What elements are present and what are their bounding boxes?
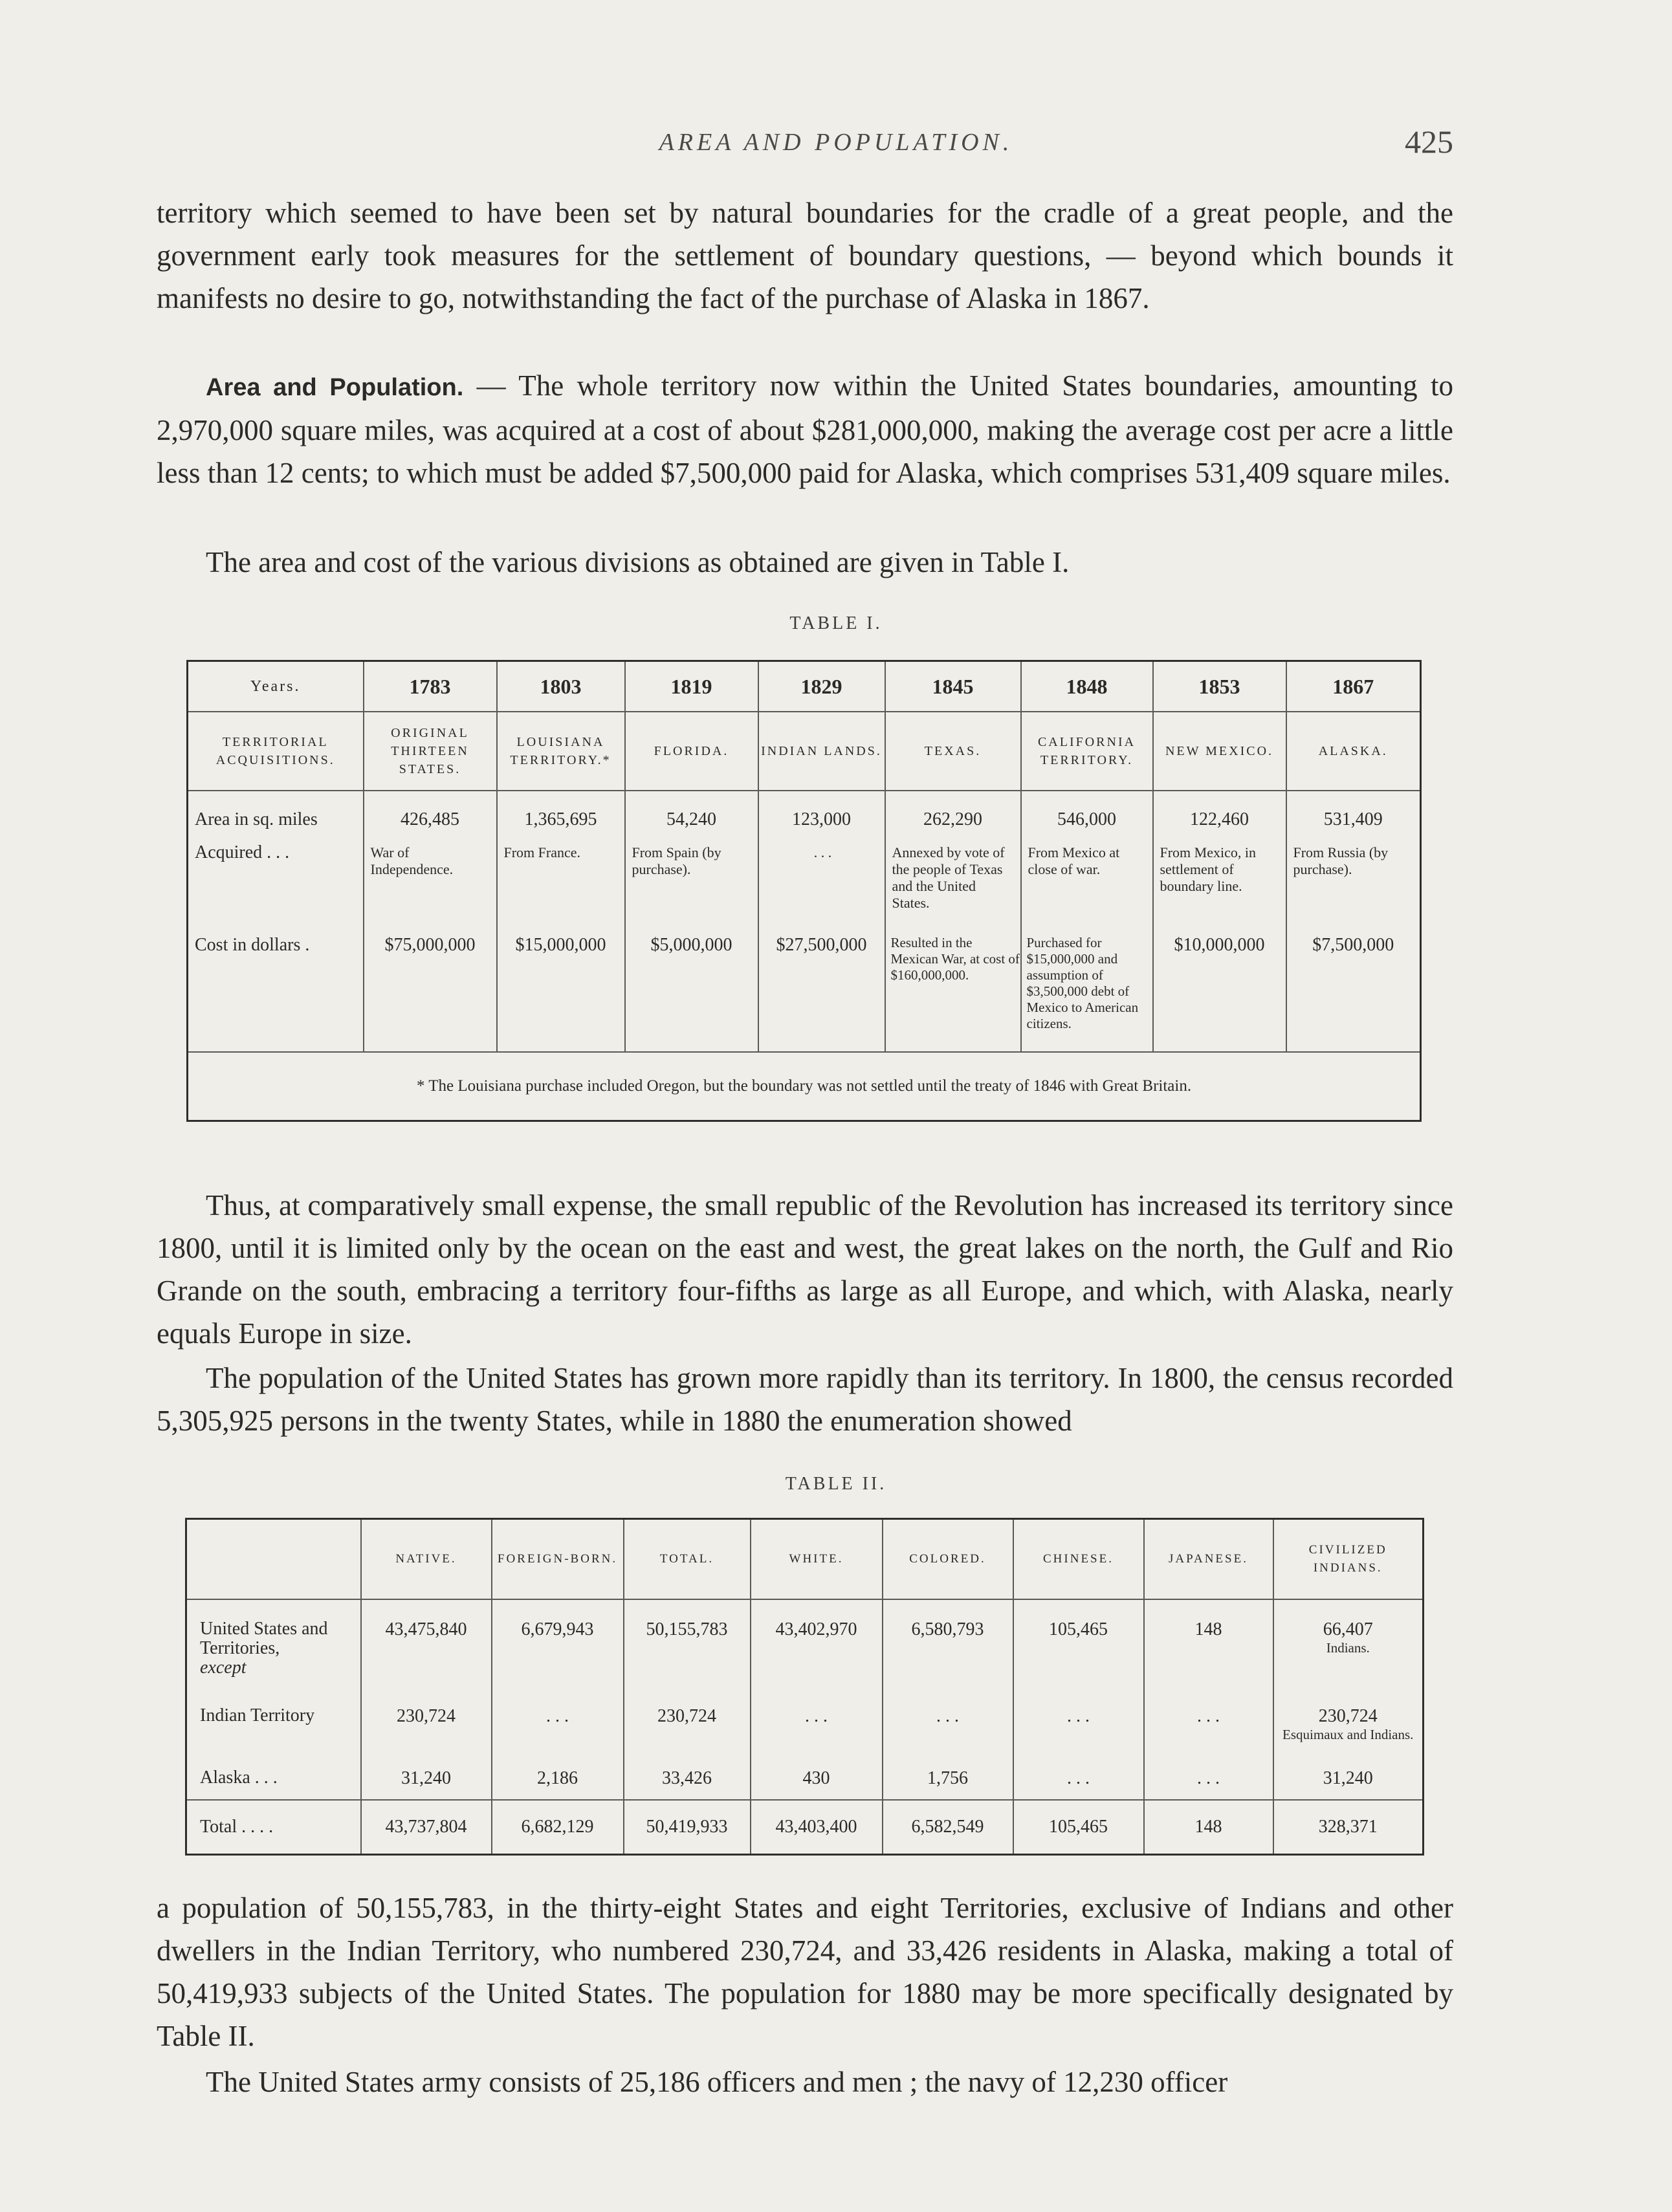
acquired-cell: From France.	[497, 844, 625, 935]
table-cell: . . .	[1013, 1702, 1144, 1764]
table-1-years-row	[188, 661, 1421, 712]
table-1-caption: TABLE I.	[789, 613, 883, 633]
column-header: TOTAL.	[624, 1519, 751, 1600]
year-cell: 1783	[364, 661, 497, 712]
cell-value: 66,407	[1323, 1619, 1373, 1639]
acquisitions-label: TERRITORIAL ACQUISITIONS.	[188, 712, 364, 791]
row-label-sub: except	[200, 1658, 247, 1678]
table-1-cost-row	[188, 935, 1421, 1052]
table-2	[185, 1518, 1424, 1856]
table-cell: 1,756	[883, 1764, 1013, 1800]
acquired-cell: From Mexico at close of war.	[1021, 844, 1153, 935]
acquisition-cell: ALASKA.	[1286, 712, 1421, 791]
paragraph-7: The United States army consists of 25,186 officers and men ; the navy of 12,230 officer	[206, 2066, 1228, 2098]
year-cell: 1829	[758, 661, 885, 712]
table-cell: 6,679,943	[492, 1599, 624, 1702]
table-cell: 6,580,793	[883, 1599, 1013, 1702]
year-cell: 1845	[885, 661, 1021, 712]
cell-note: Indians.	[1326, 1640, 1370, 1656]
acquisition-cell: CALIFORNIA TERRITORY.	[1021, 712, 1153, 791]
table-cell: 230,724	[624, 1702, 751, 1764]
paragraph-2-body: — The whole territory now within the United States boundaries, amounting to 2,970,000 square miles, was acquired at a cost of about $281,000,000, making the average cost per acre a little less than 12 cents; to which must be added $7,500,000 paid for Alaska, which comprises 531,409 square miles.	[157, 369, 1453, 489]
area-cell: 54,240	[625, 791, 758, 844]
table-cell: 50,419,933	[624, 1800, 751, 1855]
cost-cell: Purchased for $15,000,000 and assumption of $3,500,000 debt of Mexico to American citizens.	[1021, 935, 1153, 1052]
area-cell: 546,000	[1021, 791, 1153, 844]
acquisition-cell: TEXAS.	[885, 712, 1021, 791]
column-header: WHITE.	[751, 1519, 883, 1600]
table-row	[186, 1599, 1424, 1702]
table-cell: 43,737,804	[361, 1800, 492, 1855]
table-cell	[1273, 1702, 1424, 1764]
area-cell: 1,365,695	[497, 791, 625, 844]
year-cell: 1853	[1153, 661, 1286, 712]
cell-value: 230,724	[1318, 1706, 1378, 1726]
page-number: 425	[1405, 124, 1453, 160]
table-1-acquisitions-row	[188, 712, 1421, 791]
column-header: FOREIGN-BORN.	[492, 1519, 624, 1600]
table-cell: 50,155,783	[624, 1599, 751, 1702]
area-cell: 426,485	[364, 791, 497, 844]
table-cell: 230,724	[361, 1702, 492, 1764]
cost-cell: $15,000,000	[497, 935, 625, 1052]
paragraph-1: territory which seemed to have been set by natural boundaries for the cradle of a great people, and the government early took measures for the settlement of boundary questions, — beyond which bounds it manifests no desire to go, notwithstanding the fact of the purchase of Alaska in 1867.	[157, 197, 1453, 314]
area-cell: 531,409	[1286, 791, 1421, 844]
table-cell: 31,240	[1273, 1764, 1424, 1800]
table-cell: 6,582,549	[883, 1800, 1013, 1855]
table-cell: 43,403,400	[751, 1800, 883, 1855]
acquired-cell: From Mexico, in settlement of boundary line.	[1153, 844, 1286, 935]
table-cell: . . .	[492, 1702, 624, 1764]
acquired-cell: From Russia (by purchase).	[1286, 844, 1421, 935]
column-header: COLORED.	[883, 1519, 1013, 1600]
acquisition-cell: ORIGINAL THIRTEEN STATES.	[364, 712, 497, 791]
acquisition-cell: LOUISIANA TERRITORY.*	[497, 712, 625, 791]
table-1-area-row	[188, 791, 1421, 844]
table-cell: 148	[1144, 1599, 1273, 1702]
table-cell: 105,465	[1013, 1800, 1144, 1855]
table-cell: 328,371	[1273, 1800, 1424, 1855]
year-cell: 1867	[1286, 661, 1421, 712]
year-cell: 1803	[497, 661, 625, 712]
section-heading: Area and Population.	[206, 374, 464, 401]
paragraph-4: Thus, at comparatively small expense, the small republic of the Revolution has increased its territory since 1800, until it is limited only by the ocean on the east and west, the great lakes on the north, the Gulf and Rio Grande on the south, embracing a territory four-fifths as large as all Europe, and which, with Alaska, nearly equals Europe in size.	[157, 1189, 1453, 1350]
table-cell: 105,465	[1013, 1599, 1144, 1702]
column-header: NATIVE.	[361, 1519, 492, 1600]
running-head	[0, 123, 1672, 168]
table-cell: 43,475,840	[361, 1599, 492, 1702]
column-header: CIVILIZED INDIANS.	[1273, 1519, 1424, 1600]
column-header: JAPANESE.	[1144, 1519, 1273, 1600]
table-cell: 2,186	[492, 1764, 624, 1800]
acquired-label: Acquired . . .	[195, 842, 290, 862]
area-cell: 262,290	[885, 791, 1021, 844]
table-cell: . . .	[1013, 1764, 1144, 1800]
acquired-cell: War of Independence.	[364, 844, 497, 935]
table-1-footnote: * The Louisiana purchase included Oregon, but the boundary was not settled until the treaty of 1846 with Great Britain.	[188, 1052, 1421, 1121]
paragraph-6: a population of 50,155,783, in the thirty-eight States and eight Territories, exclusive of Indians and other dwellers in the Indian Territory, who numbered 230,724, and 33,426 residents in Alaska, making a total of 50,419,933 subjects of the United States. The population for 1880 may be more specifically designated by Table II.	[157, 1892, 1453, 2052]
area-cell: 123,000	[758, 791, 885, 844]
table-cell: . . .	[1144, 1702, 1273, 1764]
year-cell: 1819	[625, 661, 758, 712]
area-cell: 122,460	[1153, 791, 1286, 844]
table-2-caption: TABLE II.	[785, 1474, 887, 1494]
row-label: Total . . . .	[186, 1800, 361, 1855]
table-cell: . . .	[883, 1702, 1013, 1764]
table-1-acquired-row	[188, 844, 1421, 935]
cost-cell: $7,500,000	[1286, 935, 1421, 1052]
cost-cell: $27,500,000	[758, 935, 885, 1052]
table-row	[186, 1702, 1424, 1764]
table-cell: . . .	[751, 1702, 883, 1764]
row-label: Alaska . . .	[200, 1768, 278, 1788]
table-cell: 31,240	[361, 1764, 492, 1800]
row-label-text: United States and Territories,	[200, 1619, 328, 1658]
table-cell: 430	[751, 1764, 883, 1800]
cost-cell: $10,000,000	[1153, 935, 1286, 1052]
cost-label: Cost in dollars .	[195, 935, 310, 955]
acquired-cell: From Spain (by purchase).	[625, 844, 758, 935]
table-cell: 148	[1144, 1800, 1273, 1855]
table-cell: 6,682,129	[492, 1800, 624, 1855]
cost-cell: Resulted in the Mexican War, at cost of $160,000,000.	[885, 935, 1021, 1052]
paragraph-3: The area and cost of the various divisions as obtained are given in Table I.	[206, 546, 1070, 578]
acquisition-cell: FLORIDA.	[625, 712, 758, 791]
acquisition-cell: INDIAN LANDS.	[758, 712, 885, 791]
acquired-cell: . . .	[758, 844, 885, 935]
table-1-footnote-row	[188, 1052, 1421, 1121]
paragraph-2	[157, 364, 1453, 494]
acquired-cell: Annexed by vote of the people of Texas and the United States.	[885, 844, 1021, 935]
table-cell	[1273, 1599, 1424, 1702]
table-row	[186, 1764, 1424, 1800]
area-label: Area in sq. miles	[195, 809, 318, 829]
column-header: CHINESE.	[1013, 1519, 1144, 1600]
row-label: Indian Territory	[200, 1705, 315, 1725]
years-label: Years.	[188, 661, 364, 712]
year-cell: 1848	[1021, 661, 1153, 712]
cost-cell: $75,000,000	[364, 935, 497, 1052]
acquisition-cell: NEW MEXICO.	[1153, 712, 1286, 791]
cell-note: Esquimaux and Indians.	[1282, 1727, 1414, 1742]
row-label	[186, 1599, 361, 1702]
table-total-row	[186, 1800, 1424, 1855]
table-2-header-row	[186, 1519, 1424, 1600]
table-1	[186, 660, 1422, 1122]
running-head-title: AREA AND POPULATION.	[659, 129, 1013, 156]
cost-cell: $5,000,000	[625, 935, 758, 1052]
header-blank	[186, 1519, 361, 1600]
table-cell: 43,402,970	[751, 1599, 883, 1702]
table-cell: 33,426	[624, 1764, 751, 1800]
table-cell: . . .	[1144, 1764, 1273, 1800]
paragraph-5: The population of the United States has grown more rapidly than its territory. In 1800, the census recorded 5,305,925 persons in the twenty States, while in 1880 the enumeration showed	[157, 1362, 1453, 1437]
